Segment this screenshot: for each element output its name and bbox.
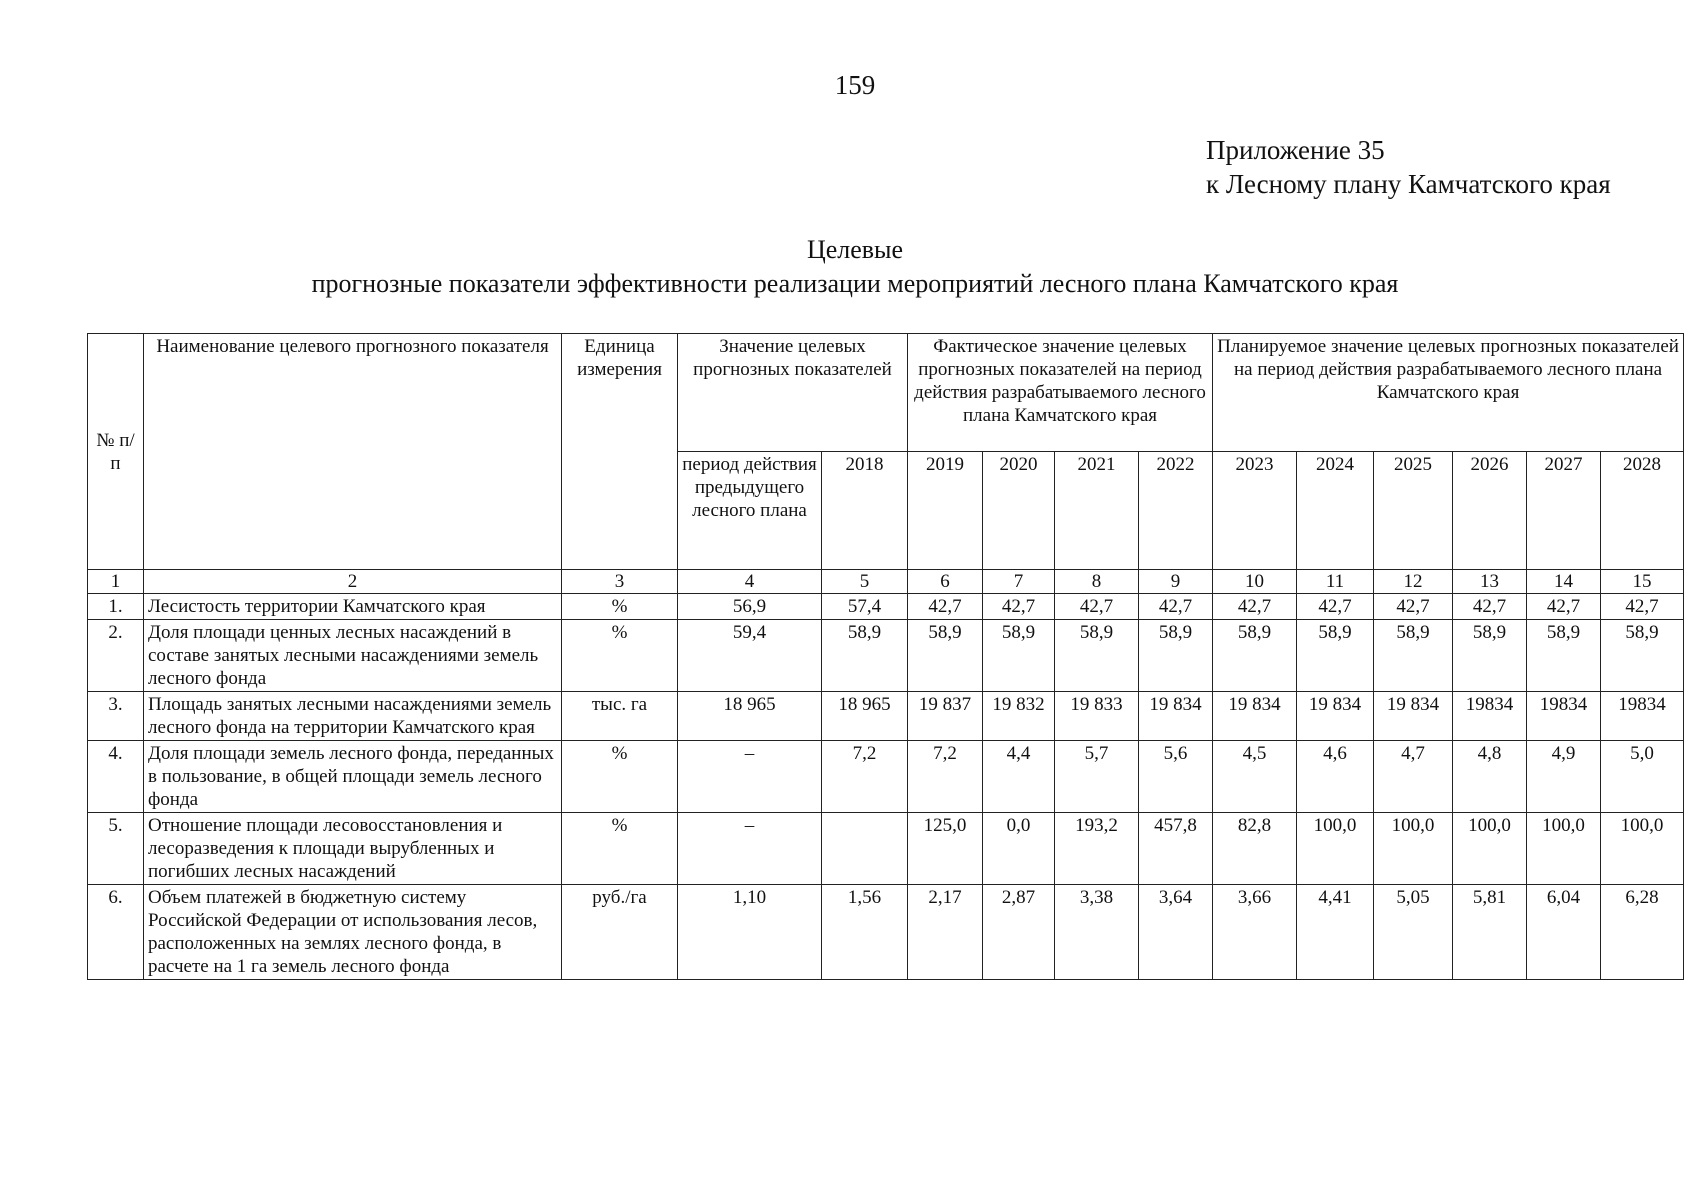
column-number-cell: 15 <box>1601 570 1684 594</box>
table-row <box>88 692 1684 741</box>
value-cell: 4,5 <box>1213 741 1297 813</box>
value-cell: 42,7 <box>1601 594 1684 620</box>
value-cell: 5,6 <box>1139 741 1213 813</box>
table-row <box>88 813 1684 885</box>
unit-cell: руб./га <box>562 885 678 980</box>
value-cell: 58,9 <box>1139 620 1213 692</box>
value-cell: 5,81 <box>1453 885 1527 980</box>
table-row <box>88 741 1684 813</box>
row-number: 1. <box>88 594 144 620</box>
column-number-cell: 5 <box>822 570 908 594</box>
unit-cell: тыс. га <box>562 692 678 741</box>
value-cell: 4,6 <box>1297 741 1374 813</box>
indicator-name: Площадь занятых лесными насаждениями земель лесного фонда на территории Камчатского края <box>144 692 562 741</box>
table-row <box>88 885 1684 980</box>
column-number-cell: 9 <box>1139 570 1213 594</box>
value-cell: 3,66 <box>1213 885 1297 980</box>
value-cell: 2,17 <box>908 885 983 980</box>
value-cell: 4,4 <box>983 741 1055 813</box>
value-cell: 0,0 <box>983 813 1055 885</box>
value-cell: 58,9 <box>1213 620 1297 692</box>
value-cell: 42,7 <box>1213 594 1297 620</box>
column-number-cell: 8 <box>1055 570 1139 594</box>
column-number-cell: 6 <box>908 570 983 594</box>
value-cell: 100,0 <box>1453 813 1527 885</box>
value-cell: 19 833 <box>1055 692 1139 741</box>
header-year: 2027 <box>1527 452 1601 570</box>
row-number: 2. <box>88 620 144 692</box>
value-cell: 5,7 <box>1055 741 1139 813</box>
value-cell: 58,9 <box>983 620 1055 692</box>
header-year: 2024 <box>1297 452 1374 570</box>
value-cell: 4,41 <box>1297 885 1374 980</box>
value-cell: 2,87 <box>983 885 1055 980</box>
value-cell: 4,8 <box>1453 741 1527 813</box>
column-number-cell: 3 <box>562 570 678 594</box>
value-cell: 100,0 <box>1601 813 1684 885</box>
header-name: Наименование целевого прогнозного показателя <box>144 334 562 570</box>
indicator-name: Отношение площади лесовосстановления и лесоразведения к площади вырубленных и погибших лесных насаждений <box>144 813 562 885</box>
value-cell: 58,9 <box>908 620 983 692</box>
value-cell: 56,9 <box>678 594 822 620</box>
value-cell: 4,7 <box>1374 741 1453 813</box>
value-cell: 7,2 <box>822 741 908 813</box>
indicator-name: Лесистость территории Камчатского края <box>144 594 562 620</box>
value-cell: 42,7 <box>1527 594 1601 620</box>
value-cell: 18 965 <box>678 692 822 741</box>
header-year: 2020 <box>983 452 1055 570</box>
indicators-table <box>87 333 1684 980</box>
unit-cell: % <box>562 620 678 692</box>
row-number: 3. <box>88 692 144 741</box>
column-number-cell: 4 <box>678 570 822 594</box>
value-cell: 58,9 <box>1601 620 1684 692</box>
value-cell: 100,0 <box>1374 813 1453 885</box>
page-number: 159 <box>834 70 876 100</box>
header-prev-period: период действия предыдущего лесного плана <box>678 452 822 570</box>
column-number-cell: 12 <box>1374 570 1453 594</box>
value-cell: 7,2 <box>908 741 983 813</box>
header-year: 2023 <box>1213 452 1297 570</box>
value-cell: 19 834 <box>1297 692 1374 741</box>
header-group-values: Значение целевых прогнозных показателей <box>678 334 908 452</box>
document-title <box>0 233 1697 301</box>
indicator-name: Объем платежей в бюджетную систему Российской Федерации от использования лесов, расположенных на землях лесного фонда, в расчете на 1 га земель лесного фонда <box>144 885 562 980</box>
value-cell: 19834 <box>1601 692 1684 741</box>
value-cell: 42,7 <box>983 594 1055 620</box>
value-cell: 42,7 <box>1374 594 1453 620</box>
value-cell: 5,05 <box>1374 885 1453 980</box>
header-year: 2022 <box>1139 452 1213 570</box>
value-cell: 19834 <box>1527 692 1601 741</box>
appendix-line-1: Приложение 35 <box>1206 135 1385 165</box>
value-cell: 19 834 <box>1213 692 1297 741</box>
value-cell: 58,9 <box>1527 620 1601 692</box>
value-cell: 3,64 <box>1139 885 1213 980</box>
indicator-name: Доля площади ценных лесных насаждений в составе занятых лесными насаждениями земель лесного фонда <box>144 620 562 692</box>
value-cell: 42,7 <box>1139 594 1213 620</box>
header-group-actual: Фактическое значение целевых прогнозных показателей на период действия разрабатываемого лесного плана Камчатского края <box>908 334 1213 452</box>
value-cell: 19 834 <box>1139 692 1213 741</box>
value-cell: – <box>678 741 822 813</box>
value-cell: 19 834 <box>1374 692 1453 741</box>
column-number-cell: 11 <box>1297 570 1374 594</box>
column-number-cell: 10 <box>1213 570 1297 594</box>
value-cell: 19 837 <box>908 692 983 741</box>
value-cell: 58,9 <box>1374 620 1453 692</box>
column-number-cell: 13 <box>1453 570 1527 594</box>
value-cell: 18 965 <box>822 692 908 741</box>
row-number: 5. <box>88 813 144 885</box>
value-cell: 19834 <box>1453 692 1527 741</box>
value-cell: 125,0 <box>908 813 983 885</box>
unit-cell: % <box>562 741 678 813</box>
header-num: № п/п <box>88 334 144 570</box>
value-cell: 4,9 <box>1527 741 1601 813</box>
value-cell: 58,9 <box>822 620 908 692</box>
value-cell: 58,9 <box>1297 620 1374 692</box>
value-cell: 457,8 <box>1139 813 1213 885</box>
indicator-name: Доля площади земель лесного фонда, переданных в пользование, в общей площади земель лесного фонда <box>144 741 562 813</box>
value-cell: 1,10 <box>678 885 822 980</box>
header-year: 2026 <box>1453 452 1527 570</box>
table-body <box>88 570 1684 980</box>
value-cell: – <box>678 813 822 885</box>
row-number: 6. <box>88 885 144 980</box>
value-cell: 19 832 <box>983 692 1055 741</box>
title-line-2: прогнозные показатели эффективности реализации мероприятий лесного плана Камчатского края <box>311 269 1399 298</box>
header-unit: Единица измерения <box>562 334 678 570</box>
header-year: 2019 <box>908 452 983 570</box>
header-year: 2025 <box>1374 452 1453 570</box>
value-cell: 42,7 <box>1055 594 1139 620</box>
column-number-cell: 1 <box>88 570 144 594</box>
table-row <box>88 620 1684 692</box>
value-cell: 57,4 <box>822 594 908 620</box>
column-number-cell: 2 <box>144 570 562 594</box>
value-cell: 42,7 <box>1297 594 1374 620</box>
header-year: 2028 <box>1601 452 1684 570</box>
table-row <box>88 594 1684 620</box>
value-cell: 100,0 <box>1297 813 1374 885</box>
value-cell: 82,8 <box>1213 813 1297 885</box>
column-number-cell: 7 <box>983 570 1055 594</box>
value-cell: 59,4 <box>678 620 822 692</box>
value-cell: 100,0 <box>1527 813 1601 885</box>
column-number-cell: 14 <box>1527 570 1601 594</box>
value-cell: 5,0 <box>1601 741 1684 813</box>
unit-cell: % <box>562 594 678 620</box>
value-cell: 3,38 <box>1055 885 1139 980</box>
value-cell: 6,04 <box>1527 885 1601 980</box>
value-cell: 6,28 <box>1601 885 1684 980</box>
header-year: 2018 <box>822 452 908 570</box>
value-cell: 42,7 <box>1453 594 1527 620</box>
row-number: 4. <box>88 741 144 813</box>
value-cell: 58,9 <box>1453 620 1527 692</box>
value-cell: 1,56 <box>822 885 908 980</box>
value-cell: 42,7 <box>908 594 983 620</box>
value-cell: 58,9 <box>1055 620 1139 692</box>
header-year: 2021 <box>1055 452 1139 570</box>
value-cell <box>822 813 908 885</box>
value-cell: 193,2 <box>1055 813 1139 885</box>
unit-cell: % <box>562 813 678 885</box>
column-number-row <box>88 570 1684 594</box>
appendix-line-2: к Лесному плану Камчатского края <box>1206 169 1611 199</box>
header-group-planned: Планируемое значение целевых прогнозных показателей на период действия разрабатываемого лесного плана Камчатского края <box>1213 334 1684 452</box>
appendix-note <box>1206 133 1611 201</box>
title-line-1: Целевые <box>806 235 904 264</box>
